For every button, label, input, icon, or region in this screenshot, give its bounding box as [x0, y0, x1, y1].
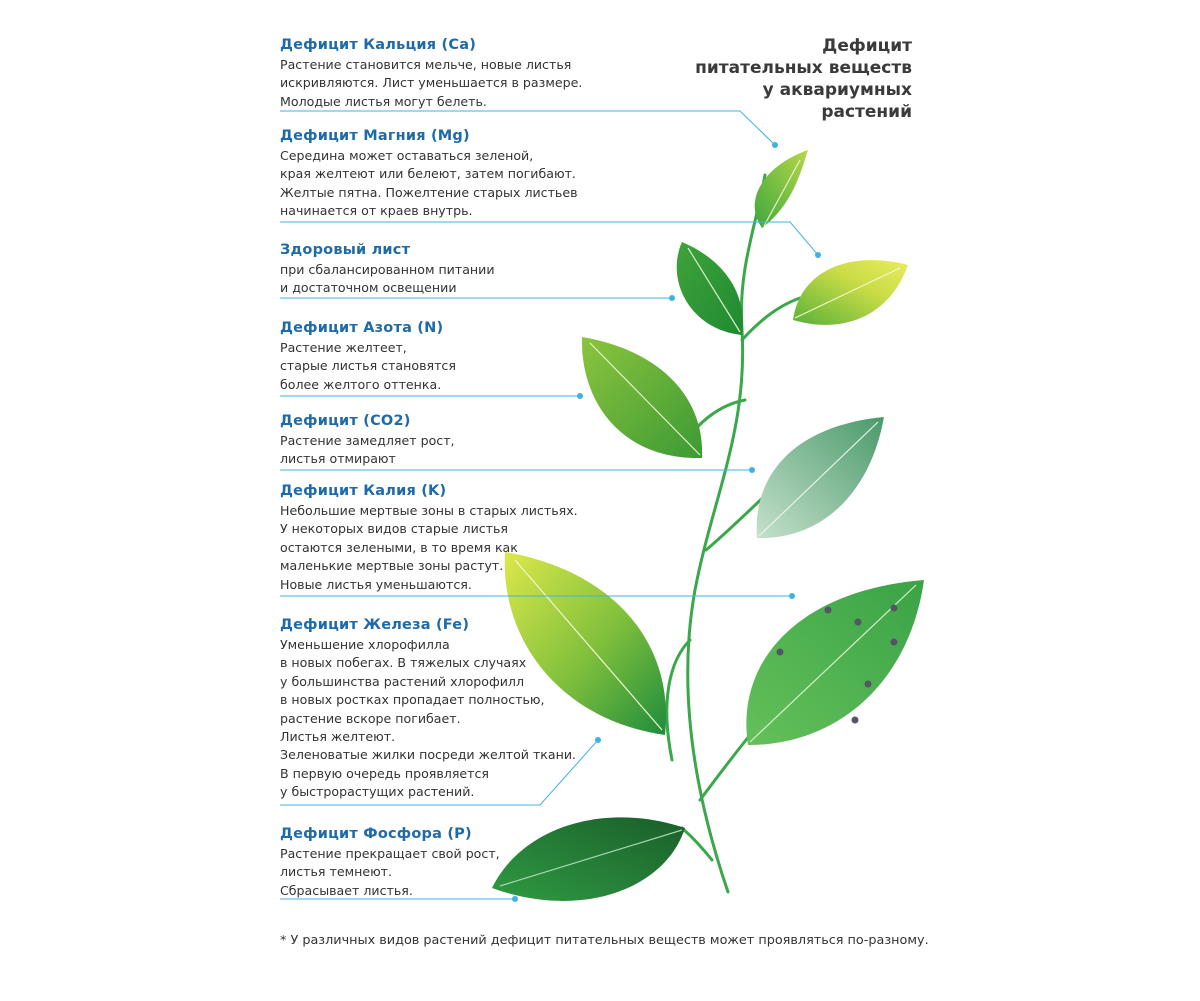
item-text: Растение прекращает свой рост, листья темнеют. Сбрасывает листья. [280, 846, 500, 898]
leaf-potassium [746, 580, 924, 745]
item-healthy [280, 242, 610, 298]
item-heading: Дефицит Калия (K) [280, 483, 447, 499]
item-heading: Дефицит Кальция (Ca) [280, 37, 477, 53]
leaf-magnesium [793, 260, 908, 325]
item-potassium [280, 483, 610, 594]
item-text: Растение желтеет, старые листья становятся более желтого оттенка. [280, 340, 456, 392]
item-heading: Дефицит Фосфора (P) [280, 826, 472, 842]
item-text: Небольшие мертвые зоны в старых листьях. У некоторых видов старые листья остаются зелеными, в то время как маленькие мертвые зоны растут. Новые листья уменьшаются. [280, 503, 578, 592]
item-magnesium [280, 128, 610, 221]
item-text: Растение замедляет рост, листья отмирают [280, 433, 455, 467]
item-nitrogen [280, 320, 610, 394]
leaf-co2 [757, 417, 884, 538]
item-text: Уменьшение хлорофилла в новых побегах. В тяжелых случаях у большинства растений хлорофилл в новых ростках пропадает полностью, растение вскоре погибает. Листья желтеют. Зеленоватые жилки посреди желтой ткани. В первую очередь проявляется у быстрорастущих растений. [280, 637, 577, 800]
item-heading: Дефицит (CO2) [280, 413, 411, 429]
item-heading: Дефицит Азота (N) [280, 320, 444, 336]
item-text: при сбалансированном питании и достаточном освещении [280, 262, 495, 296]
leaf-calcium [755, 150, 808, 228]
item-heading: Здоровый лист [280, 242, 411, 258]
item-iron [280, 617, 610, 802]
item-text: Растение становится мельче, новые листья искривляются. Лист уменьшается в размере. Молодые листья могут белеть. [280, 57, 583, 109]
item-phosphorus [280, 826, 610, 900]
item-co2 [280, 413, 610, 469]
item-calcium [280, 37, 610, 111]
item-heading: Дефицит Железа (Fe) [280, 617, 470, 633]
diagram-title: Дефицит питательных веществ у аквариумных растений [695, 36, 912, 122]
item-heading: Дефицит Магния (Mg) [280, 128, 470, 144]
leaf-healthy [677, 242, 743, 335]
footnote: * У различных видов растений дефицит питательных веществ может проявляться по-разному. [280, 933, 929, 948]
item-text: Середина может оставаться зеленой, края желтеют или белеют, затем погибают. Желтые пятна. Пожелтение старых листьев начинается от краев внутрь. [280, 148, 578, 219]
